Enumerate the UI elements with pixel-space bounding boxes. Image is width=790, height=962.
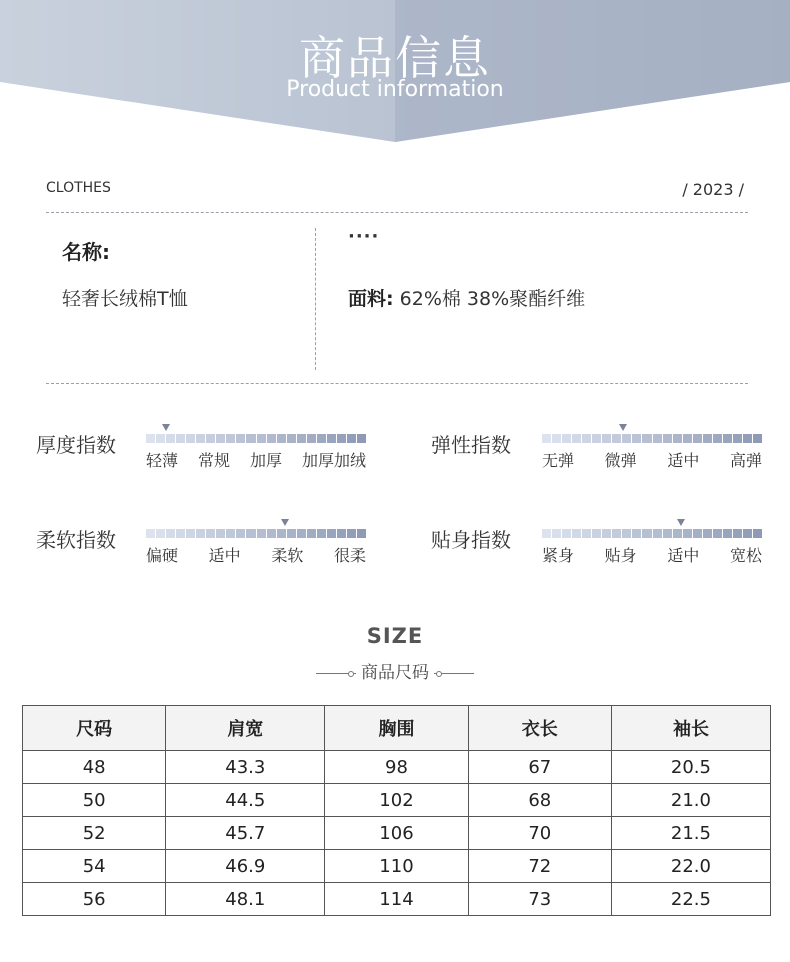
scale-ticks [146, 448, 366, 471]
scale-segment [307, 434, 316, 443]
scale-segment [572, 529, 581, 538]
table-row [23, 751, 771, 784]
scale-tick: 适中 [208, 546, 241, 565]
scale-segment [287, 434, 296, 443]
ornament-right-icon [434, 668, 474, 678]
scale-segment [622, 529, 631, 538]
scale-segment [663, 529, 672, 538]
table-cell: 67 [468, 751, 611, 784]
fabric-label: 面料: [348, 288, 394, 310]
scale-segment [693, 434, 702, 443]
scale-segment [542, 434, 551, 443]
scale-segment [632, 529, 641, 538]
scale-segment [176, 434, 185, 443]
scale-tick: 贴身 [604, 546, 637, 565]
scale-segment [673, 529, 682, 538]
scale-segment [236, 434, 245, 443]
scale-tick: 偏硬 [146, 546, 179, 565]
scale-bar [542, 434, 762, 443]
scale-segment [357, 529, 366, 538]
scale-segment [146, 434, 155, 443]
scale-segment [602, 434, 611, 443]
divider-vertical [315, 228, 316, 370]
divider-top [46, 212, 748, 213]
scale-segment [216, 434, 225, 443]
table-cell: 48.1 [166, 883, 325, 916]
scale-segment [327, 434, 336, 443]
size-subtitle-row [0, 658, 790, 683]
scale-segment [216, 529, 225, 538]
scale-marker-icon [162, 424, 170, 431]
scale-segment [267, 529, 276, 538]
scale-segment [582, 529, 591, 538]
elasticity-index-scale [542, 424, 762, 470]
header-banner [0, 0, 790, 145]
table-cell: 102 [325, 784, 468, 817]
ornament-left-icon [316, 668, 356, 678]
fit-index-scale [542, 519, 762, 565]
table-cell: 106 [325, 817, 468, 850]
scale-segment [733, 529, 742, 538]
scale-segment [572, 434, 581, 443]
scale-segment [156, 529, 165, 538]
column-header-length: 衣长 [468, 706, 611, 751]
scale-segment [552, 529, 561, 538]
scale-segment [297, 529, 306, 538]
scale-segment [733, 434, 742, 443]
scale-segment [307, 529, 316, 538]
scale-segment [632, 434, 641, 443]
scale-segment [753, 434, 762, 443]
scale-segment [713, 529, 722, 538]
scale-ticks [542, 543, 762, 566]
softness-index-scale [146, 519, 366, 565]
scale-segment [317, 529, 326, 538]
scale-segment [196, 434, 205, 443]
scale-segment [592, 434, 601, 443]
scale-bar [146, 434, 366, 443]
scale-tick: 微弹 [604, 451, 637, 470]
scale-segment [653, 529, 662, 538]
scale-segment [612, 434, 621, 443]
divider-bottom [46, 383, 748, 384]
scale-segment [562, 529, 571, 538]
table-cell: 46.9 [166, 850, 325, 883]
scale-segment [347, 529, 356, 538]
table-cell: 21.5 [611, 817, 770, 850]
info-top-row [46, 180, 746, 202]
scale-tick: 常规 [197, 451, 230, 470]
scale-segment [257, 529, 266, 538]
scale-segment [723, 529, 732, 538]
scale-tick: 适中 [667, 546, 700, 565]
table-row [23, 817, 771, 850]
scale-segment [743, 529, 752, 538]
scale-segment [337, 529, 346, 538]
elasticity-index-label: 弹性指数 [431, 433, 511, 457]
size-subtitle: 商品尺码 [361, 663, 429, 683]
scale-segment [257, 434, 266, 443]
scale-marker-icon [619, 424, 627, 431]
table-cell: 110 [325, 850, 468, 883]
scale-segment [156, 434, 165, 443]
scale-segment [196, 529, 205, 538]
scale-segment [683, 434, 692, 443]
table-cell: 48 [23, 751, 166, 784]
page-title: 商品信息 [299, 31, 491, 85]
scale-segment [663, 434, 672, 443]
scale-tick: 加厚 [249, 451, 282, 470]
table-row [23, 784, 771, 817]
scale-segment [186, 529, 195, 538]
scale-tick: 紧身 [542, 546, 575, 565]
scale-segment [277, 434, 286, 443]
scale-marker-icon [281, 519, 289, 526]
scale-segment [176, 529, 185, 538]
scale-tick: 加厚加绒 [301, 451, 366, 470]
scale-segment [713, 434, 722, 443]
table-cell: 21.0 [611, 784, 770, 817]
scale-segment [226, 529, 235, 538]
scale-segment [166, 434, 175, 443]
scale-segment [653, 434, 662, 443]
scale-segment [267, 434, 276, 443]
scale-tick: 无弹 [542, 451, 575, 470]
scale-segment [622, 434, 631, 443]
scale-tick: 宽松 [729, 546, 762, 565]
scale-segment [287, 529, 296, 538]
scale-segment [693, 529, 702, 538]
table-row [23, 850, 771, 883]
scale-segment [683, 529, 692, 538]
scale-segment [337, 434, 346, 443]
scale-bar [146, 529, 366, 538]
column-header-sleeve: 袖长 [611, 706, 770, 751]
scale-segment [166, 529, 175, 538]
scale-segment [226, 434, 235, 443]
scale-marker-icon [677, 519, 685, 526]
scale-segment [673, 434, 682, 443]
page-subtitle: Product information [286, 77, 504, 102]
table-cell: 43.3 [166, 751, 325, 784]
scale-segment [186, 434, 195, 443]
scale-segment [327, 529, 336, 538]
table-row [23, 883, 771, 916]
thickness-index-scale [146, 424, 366, 470]
scale-tick: 高弹 [729, 451, 762, 470]
scale-segment [642, 529, 651, 538]
table-cell: 56 [23, 883, 166, 916]
scale-bar [542, 529, 762, 538]
softness-index-label: 柔软指数 [36, 528, 116, 552]
table-cell: 52 [23, 817, 166, 850]
scale-segment [277, 529, 286, 538]
scale-segment [592, 529, 601, 538]
table-cell: 22.5 [611, 883, 770, 916]
fabric-value: 62%棉 38%聚酯纤维 [393, 288, 586, 310]
table-header-row [23, 706, 771, 751]
scale-segment [723, 434, 732, 443]
scale-segment [552, 434, 561, 443]
column-header-chest: 胸围 [325, 706, 468, 751]
table-cell: 68 [468, 784, 611, 817]
scale-segment [602, 529, 611, 538]
scale-segment [612, 529, 621, 538]
scale-segment [317, 434, 326, 443]
scale-segment [146, 529, 155, 538]
table-cell: 50 [23, 784, 166, 817]
scale-segment [206, 434, 215, 443]
scale-segment [582, 434, 591, 443]
scale-tick: 轻薄 [146, 451, 179, 470]
table-cell: 98 [325, 751, 468, 784]
table-cell: 54 [23, 850, 166, 883]
table-cell: 45.7 [166, 817, 325, 850]
scale-segment [703, 434, 712, 443]
scale-segment [642, 434, 651, 443]
size-title: SIZE [366, 624, 424, 648]
size-table [22, 705, 771, 916]
scale-segment [743, 434, 752, 443]
table-cell: 44.5 [166, 784, 325, 817]
scale-segment [246, 434, 255, 443]
table-cell: 22.0 [611, 850, 770, 883]
name-label: 名称: [62, 240, 110, 264]
scale-ticks [542, 448, 762, 471]
table-cell: 73 [468, 883, 611, 916]
scale-segment [236, 529, 245, 538]
column-header-size: 尺码 [23, 706, 166, 751]
scale-segment [246, 529, 255, 538]
table-cell: 70 [468, 817, 611, 850]
scale-segment [542, 529, 551, 538]
fit-index-label: 贴身指数 [431, 528, 511, 552]
scale-segment [703, 529, 712, 538]
scale-segment [347, 434, 356, 443]
column-header-shoulder: 肩宽 [166, 706, 325, 751]
dots-ornament: ···· [348, 226, 380, 247]
scale-segment [753, 529, 762, 538]
scale-tick: 柔软 [271, 546, 304, 565]
table-cell: 20.5 [611, 751, 770, 784]
thickness-index-label: 厚度指数 [36, 433, 116, 457]
table-cell: 72 [468, 850, 611, 883]
scale-tick: 适中 [667, 451, 700, 470]
category-label: CLOTHES [46, 180, 111, 196]
scale-segment [297, 434, 306, 443]
table-cell: 114 [325, 883, 468, 916]
scale-segment [206, 529, 215, 538]
year-label: / 2023 / [682, 180, 744, 199]
scale-tick: 很柔 [333, 546, 366, 565]
scale-segment [562, 434, 571, 443]
fabric-info [348, 284, 585, 311]
scale-ticks [146, 543, 366, 566]
name-value: 轻奢长绒棉T恤 [62, 288, 188, 310]
scale-segment [357, 434, 366, 443]
